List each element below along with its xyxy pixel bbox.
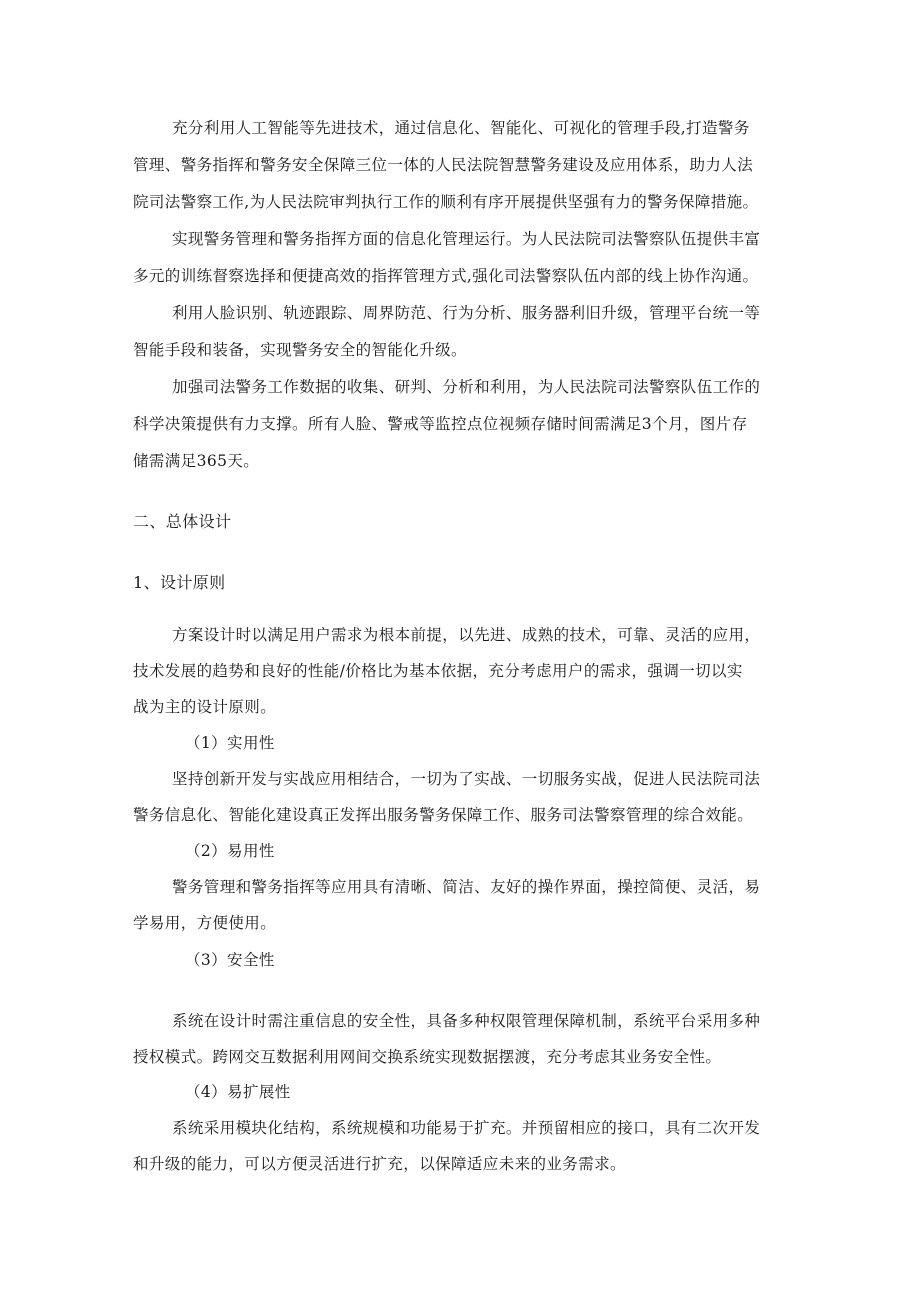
paragraph-line: 和升级的能力，可以方便灵活进行扩充，以保障适应未来的业务需求。: [133, 1155, 626, 1173]
paragraph-line: 管理、警务指挥和警务安全保障三位一体的人民法院智慧警务建设及应用体系，助力人法: [133, 156, 754, 174]
paragraph-line: 多元的训练督察选择和便捷高效的指挥管理方式,强化司法警察队伍内部的线上协作沟通。: [133, 267, 759, 285]
paragraph-line: 充分利用人工智能等先进技术，通过信息化、智能化、可视化的管理手段,打造警务: [172, 119, 750, 137]
paragraph-line: 方案设计时以满足用户需求为根本前提，以先进、成熟的技术，可靠、灵活的应用，: [172, 626, 761, 644]
paragraph-line: 科学决策提供有力支撑。所有人脸、警戒等监控点位视频存储时间需满足3个月，图片存: [133, 415, 748, 433]
section-heading: 二、总体设计: [133, 512, 232, 531]
paragraph-line: 利用人脸识别、轨迹跟踪、周界防范、行为分析、服务器利旧升级，管理平台统一等: [172, 304, 761, 322]
paragraph-line: 授权模式。跨网交互数据利用网间交换系统实现数据摆渡，充分考虑其业务安全性。: [133, 1048, 722, 1066]
paragraph-line: 加强司法警务工作数据的收集、研判、分析和利用，为人民法院司法警察队伍工作的: [172, 378, 761, 396]
paragraph-line: 储需满足365天。: [133, 452, 260, 470]
paragraph-line: 实现警务管理和警务指挥方面的信息化管理运行。为人民法院司法警察队伍提供丰富: [172, 230, 761, 248]
paragraph-line: 警务信息化、智能化建设真正发挥出服务警务保障工作、服务司法警察管理的综合效能。: [133, 806, 754, 824]
paragraph-line: 院司法警察工作,为人民法院审判执行工作的顺利有序开展提供坚强有力的警务保障措施。: [133, 193, 759, 211]
paragraph-line: 战为主的设计原则。: [133, 698, 277, 716]
principle-title: （1）实用性: [185, 734, 275, 752]
paragraph-line: 学易用，方便使用。: [133, 914, 277, 932]
paragraph-line: 坚持创新开发与实战应用相结合，一切为了实战、一切服务实战，促进人民法院司法: [172, 770, 761, 788]
paragraph-line: 警务管理和警务指挥等应用具有清晰、简洁、友好的操作界面，操控简便、灵活，易: [172, 878, 761, 896]
principle-title: （2）易用性: [185, 842, 275, 860]
principle-title: （4）易扩展性: [185, 1083, 291, 1101]
principle-title: （3）安全性: [185, 951, 275, 969]
paragraph-line: 智能手段和装备，实现警务安全的智能化升级。: [133, 341, 467, 359]
paragraph-line: 技术发展的趋势和良好的性能/价格比为基本依据，充分考虑用户的需求，强调一切以实: [133, 662, 743, 680]
subsection-heading: 1、设计原则: [133, 573, 226, 592]
paragraph-line: 系统在设计时需注重信息的安全性，具备多种权限管理保障机制，系统平台采用多种: [172, 1012, 761, 1030]
paragraph-line: 系统采用模块化结构，系统规模和功能易于扩充。并预留相应的接口，具有二次开发: [172, 1119, 761, 1137]
